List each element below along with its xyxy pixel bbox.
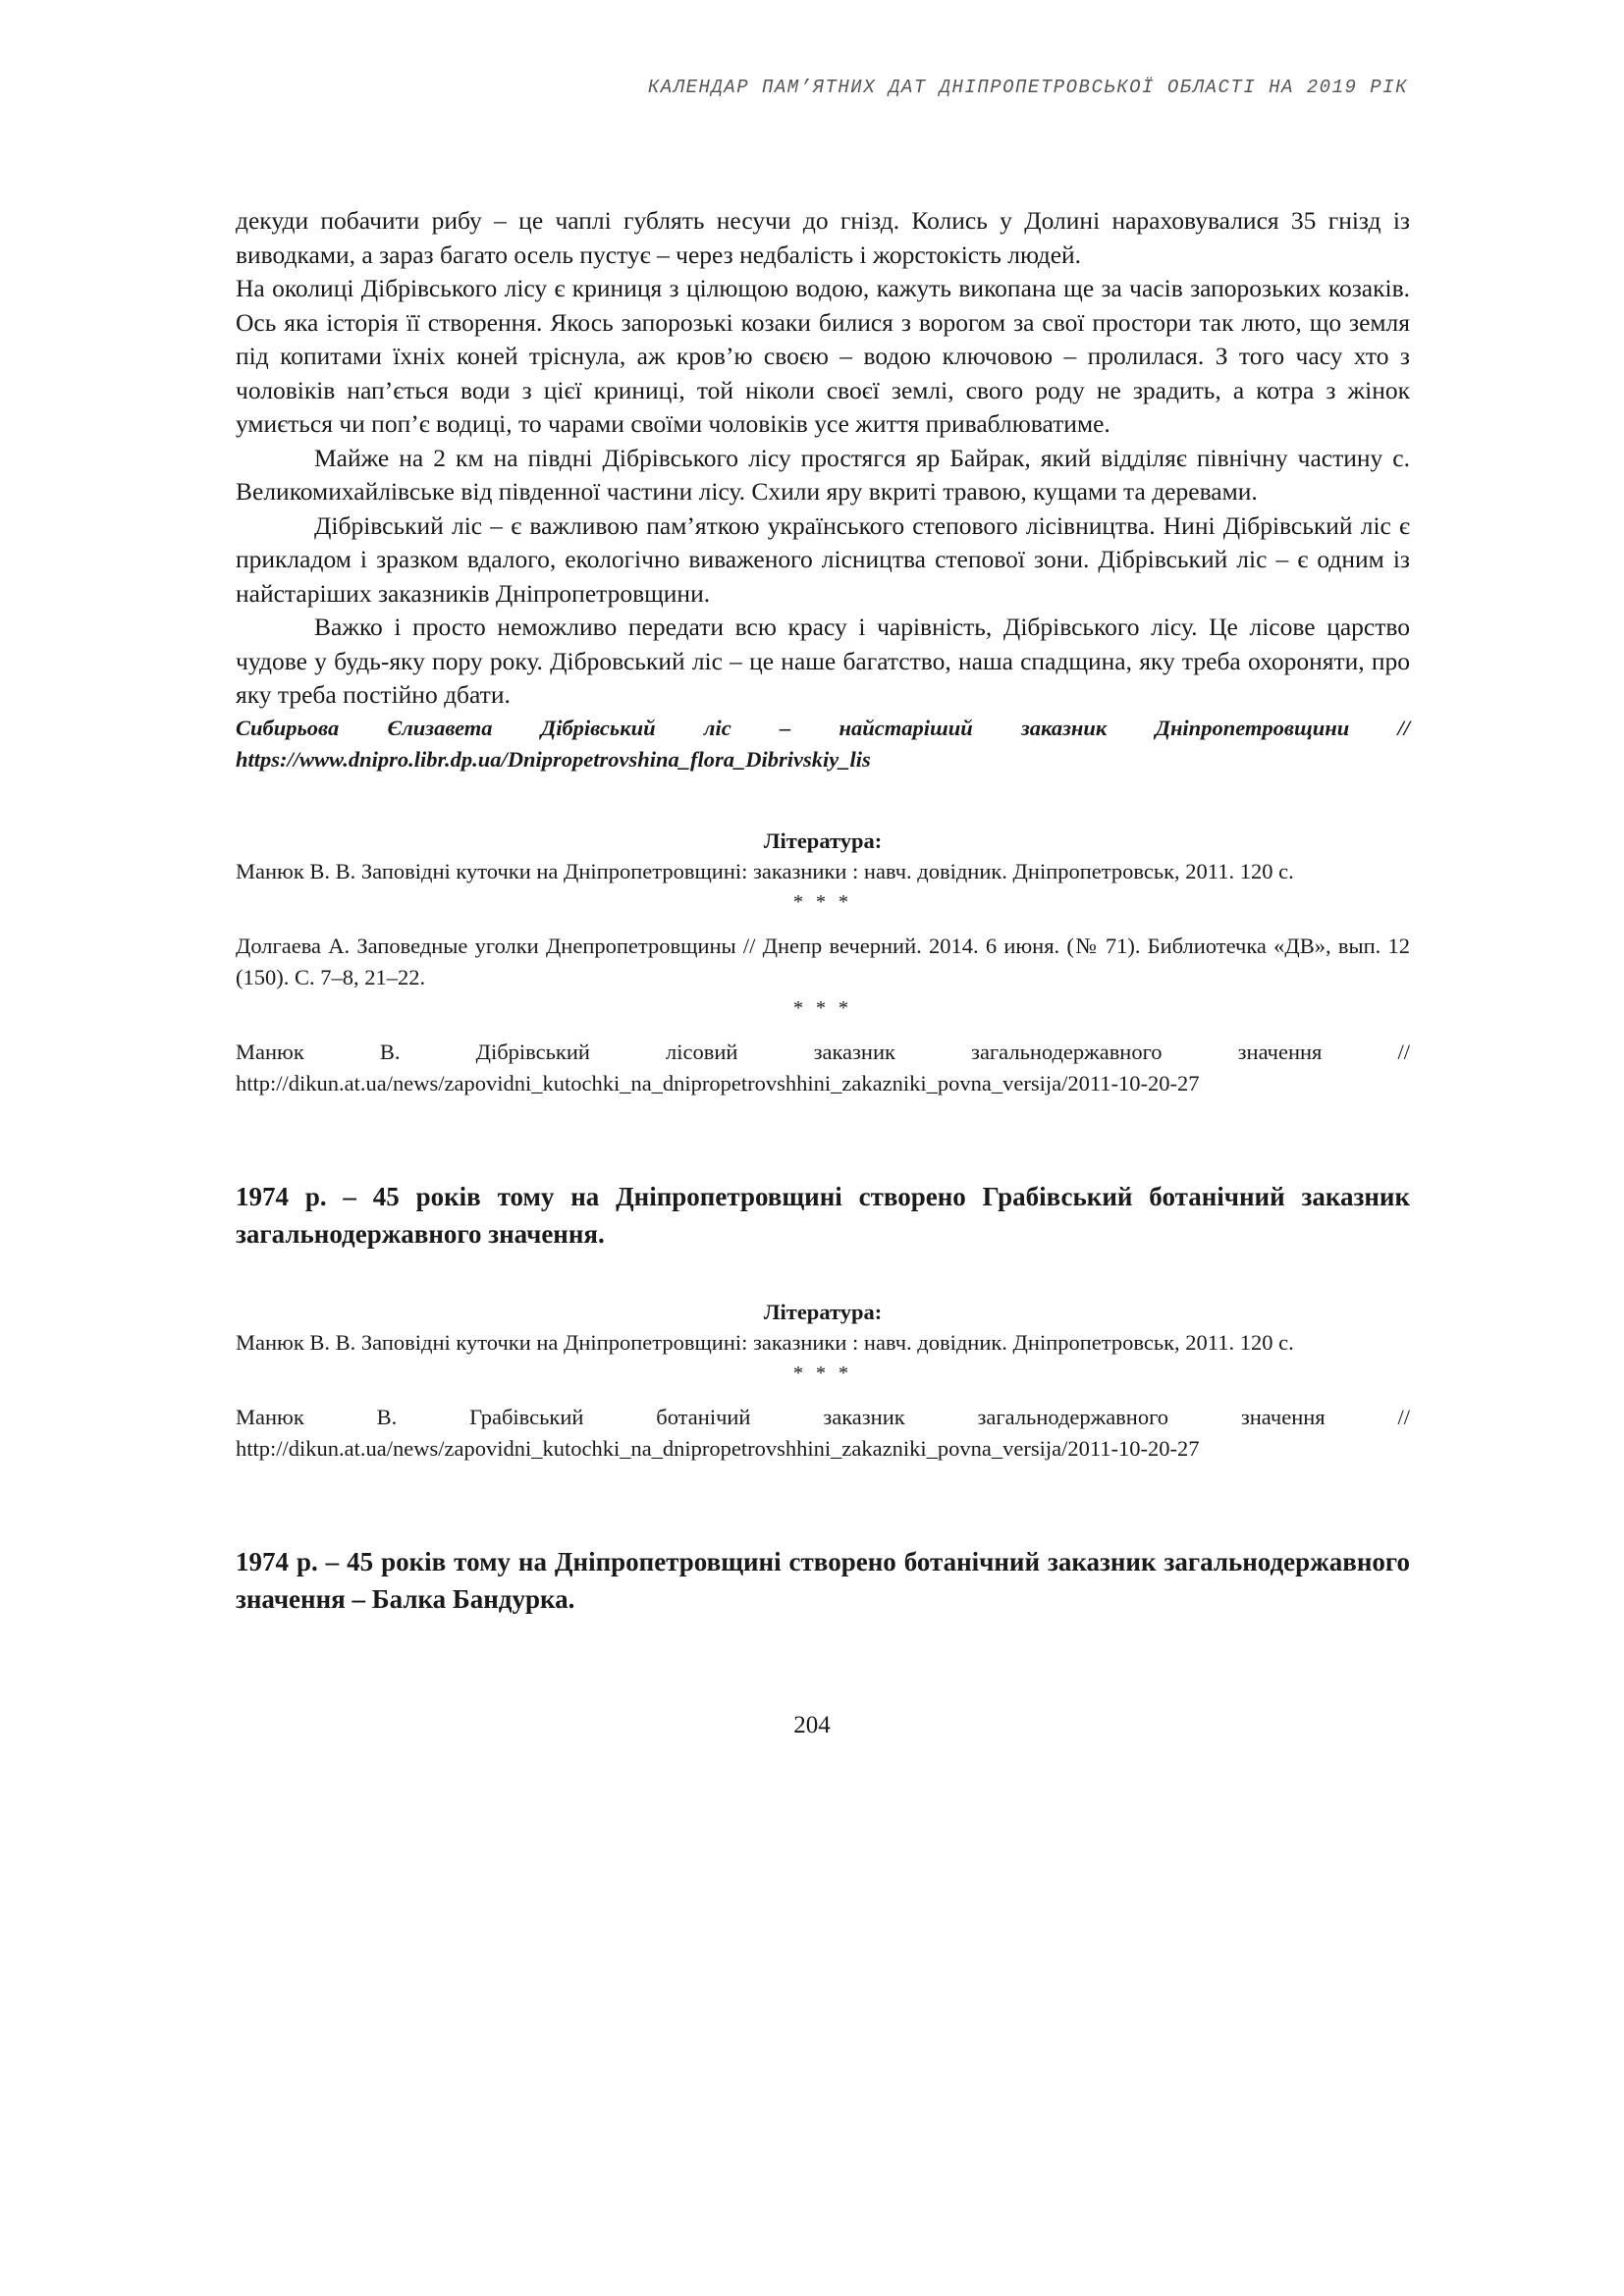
literature-entry: Долгаева А. Заповедные уголки Днепропетровщины // Днепр вечерний. 2014. 6 июня. (№ 71). Библиотечка «ДВ», вып. 12 (150). С. 7–8, 21–22. xyxy=(236,933,1410,989)
literature-entry: Манюк В. Грабівський ботанічий заказник загальнодержавного значення // http://dikun.at.ua/news/zapovidni_kutochki_na_dnipropetrovshhini_zakazniki_povna_versija/2011-10-20-27 xyxy=(236,1404,1410,1461)
literature-section xyxy=(236,827,1410,1099)
literature-entry: Манюк В. Дібрівський лісовий заказник загальнодержавного значення // http://dikun.at.ua/news/zapovidni_kutochki_na_dnipropetrovshhini_zakazniki_povna_versija/2011-10-20-27 xyxy=(236,1039,1410,1095)
body-paragraph: Важко і просто неможливо передати всю красу і чарівність, Дібрівського лісу. Це лісове царство чудове у будь-яку пору року. Дібровський ліс – це наше багатство, наша спадщина, яку треба охороняти, про яку треба постійно дбати. xyxy=(236,613,1410,709)
literature-entry: Манюк В. В. Заповідні куточки на Дніпропетровщині: заказники : навч. довідник. Дніпропетровськ, 2011. 120 с. xyxy=(236,1329,1294,1355)
body-paragraph: Дібрівський ліс – є важливою пам’яткою українського степового лісівництва. Нині Дібрівський ліс є прикладом і зразком вдалого, екологічно виваженого лісництва степової зони. Дібрівський ліс – є одним із найстаріших заказників Дніпропетровщини. xyxy=(236,510,1410,608)
running-header: КАЛЕНДАР ПАМ’ЯТНИХ ДАТ ДНІПРОПЕТРОВСЬКОЇ ОБЛАСТІ НА 2019 РІК xyxy=(647,77,1408,98)
event-heading: 1974 р. – 45 років тому на Дніпропетровщині створено Грабівський ботанічний заказник загальнодержавного значення. xyxy=(236,1181,1410,1249)
page-number: 204 xyxy=(793,1712,831,1738)
event-heading: 1974 р. – 45 років тому на Дніпропетровщині створено ботанічний заказник загальнодержавного значення – Балка Бандурка. xyxy=(236,1546,1410,1614)
separator: * * * xyxy=(793,1362,852,1384)
separator: * * * xyxy=(793,996,852,1019)
literature-heading: Література: xyxy=(763,828,883,853)
body-paragraph: декуди побачити рибу – це чаплі гублять несучи до гнізд. Колись у Долині нараховувалися 35 гнізд із виводками, а зараз багато осель пустує – через недбалість і жорстокість людей. xyxy=(236,206,1410,269)
source-citation: Сибирьова Єлизавета Дібрівський ліс – найстаріший заказник Дніпропетровщини // https://www.dnipro.libr.dp.ua/Dnipropetrovshina_flora_Dibrivskiy_lis xyxy=(236,715,1410,772)
literature-heading: Література: xyxy=(763,1299,883,1324)
separator: * * * xyxy=(793,890,852,913)
literature-entry: Манюк В. В. Заповідні куточки на Дніпропетровщині: заказники : навч. довідник. Дніпропетровськ, 2011. 120 с. xyxy=(236,858,1294,883)
page-content xyxy=(236,204,1410,1618)
body-paragraph: Майже на 2 км на півдні Дібрівського лісу простягся яр Байрак, який відділяє північну частину с. Великомихайлівське від південної частини лісу. Схили яру вкриті травою, кущами та деревами. xyxy=(236,443,1410,506)
literature-section xyxy=(236,1298,1410,1465)
body-paragraph: На околиці Дібрівського лісу є криниця з цілющою водою, кажуть викопана ще за часів запорозьких козаків. Ось яка історія її створення. Якось запорозькі козаки билися з ворогом за свої простори так люто, що земля під копитами їхніх коней тріснула, аж кров’ю своєю – водою ключовою – пролилася. З того часу хто з чоловіків нап’ється води з цієї криниці, той ніколи своєї землі, свого роду не зрадить, а котра з жінок умиється чи поп’є водиці, то чарами своїми чоловіків усе життя приваблюватиме. xyxy=(236,274,1410,438)
